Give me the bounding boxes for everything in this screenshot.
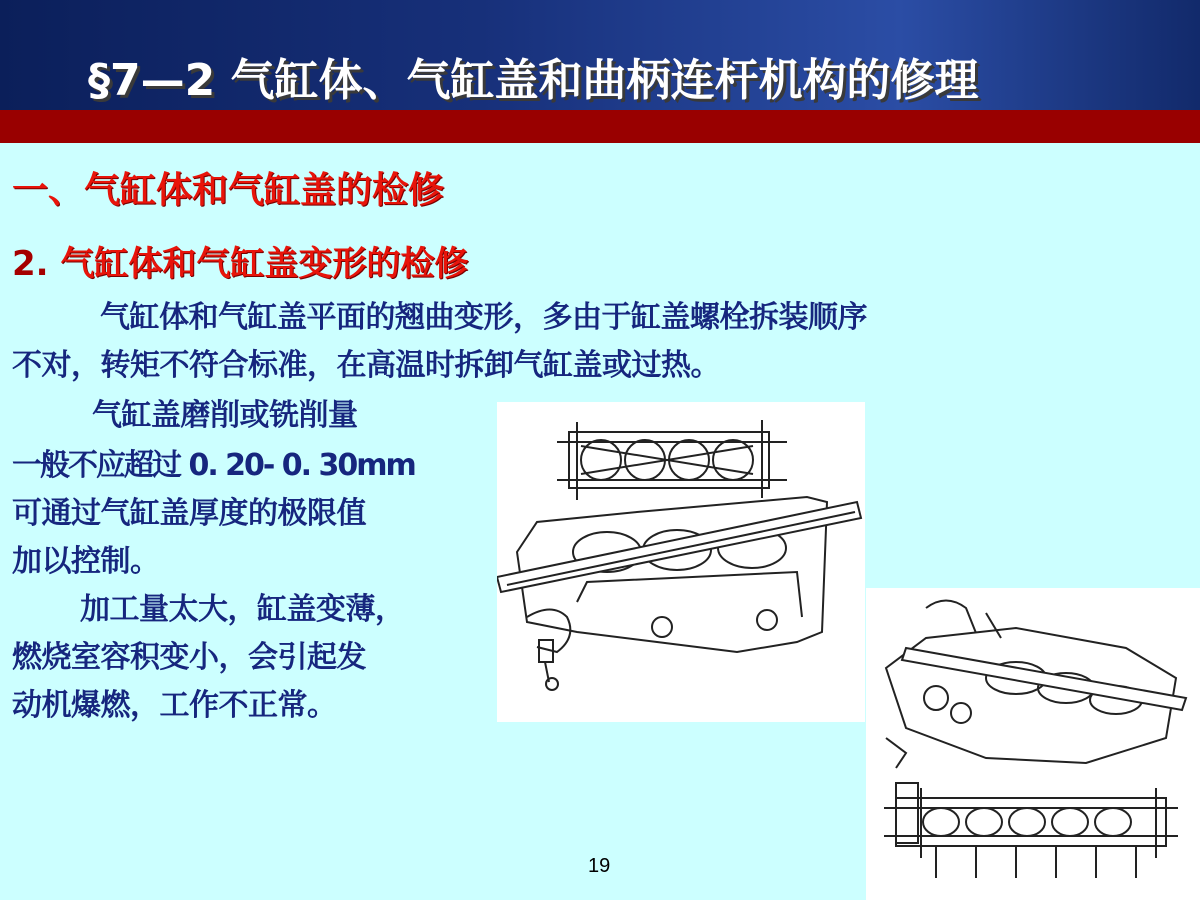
paragraph3-line2: 燃烧室容积变小，会引起发 <box>12 640 366 675</box>
slide-title: §7—2 气缸体、气缸盖和曲柄连杆机构的修理 <box>88 55 979 106</box>
paragraph2-line1: 气缸盖磨削或铣削量 <box>92 398 358 433</box>
section-heading: 一、气缸体和气缸盖的检修 <box>12 170 445 211</box>
subsection-number: 2. <box>12 244 49 284</box>
paragraph2-line2: 一般不应超过 0. 20- 0. 30mm <box>12 448 415 483</box>
page-number: 19 <box>588 855 611 877</box>
title-accent-bar <box>0 110 1200 143</box>
paragraph2-line4: 加以控制。 <box>12 544 160 579</box>
cylinder-head-flatness-illustration <box>497 402 865 722</box>
paragraph2-line3: 可通过气缸盖厚度的极限值 <box>12 496 366 531</box>
paragraph1-line1: 气缸体和气缸盖平面的翘曲变形，多由于缸盖螺栓拆装顺序 <box>100 300 867 335</box>
subsection-heading <box>12 236 468 285</box>
paragraph1-line2: 不对，转矩不符合标准，在高温时拆卸气缸盖或过热。 <box>12 348 720 383</box>
paragraph3-line3: 动机爆燃，工作不正常。 <box>12 688 337 723</box>
cylinder-head-measurement-illustration <box>866 588 1200 900</box>
subsection-title: 气缸体和气缸盖变形的检修 <box>60 244 469 284</box>
paragraph3-line1: 加工量太大，缸盖变薄， <box>80 592 405 627</box>
